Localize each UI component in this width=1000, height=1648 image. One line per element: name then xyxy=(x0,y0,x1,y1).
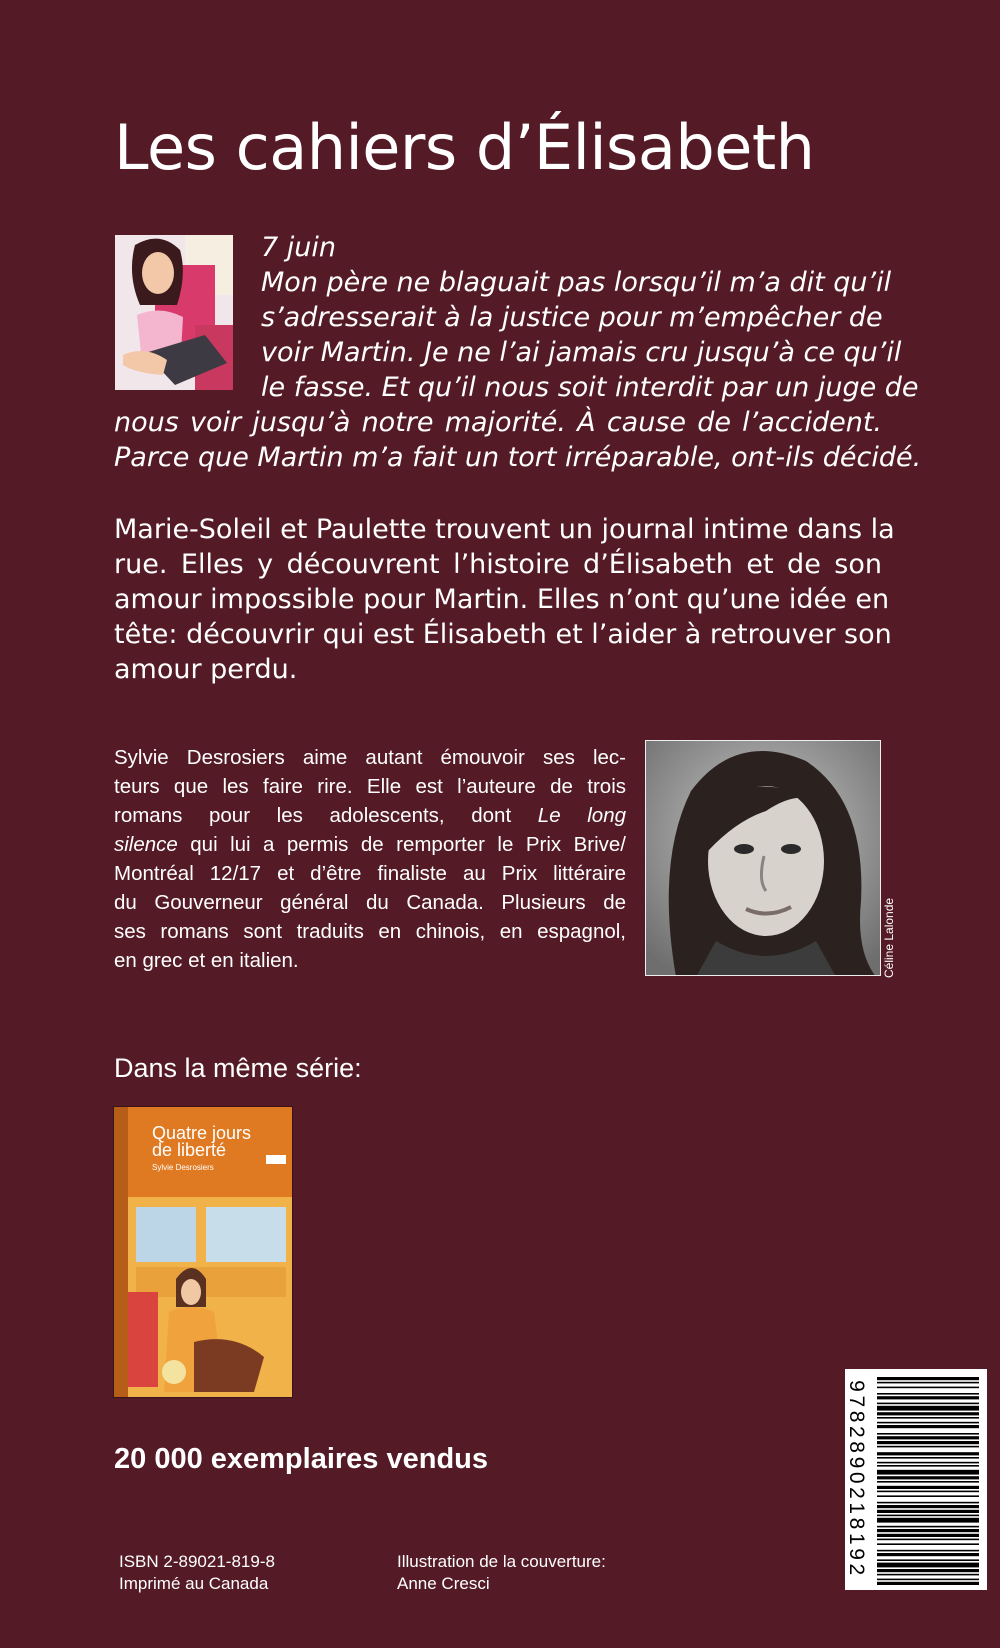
synopsis-line: Marie-Soleil et Paulette trouvent un journal intime dans la xyxy=(114,514,895,545)
book-title-italic: silence xyxy=(114,833,178,856)
author-bio-line: du Gouverneur général du Canada. Plusieurs de xyxy=(114,891,626,914)
barcode-bar xyxy=(877,1382,979,1384)
copies-sold: 20 000 exemplaires vendus xyxy=(114,1443,489,1475)
barcode-bar xyxy=(877,1491,979,1493)
author-bio-line xyxy=(114,801,626,830)
barcode-bar xyxy=(877,1579,979,1581)
barcode-bar xyxy=(877,1396,979,1399)
synopsis-line: tête: découvrir qui est Élisabeth et l’aider à retrouver son xyxy=(114,619,892,650)
excerpt-date: 7 juin xyxy=(261,232,336,263)
barcode-bar xyxy=(877,1518,979,1523)
series-book-cover xyxy=(114,1107,292,1397)
barcode-bar xyxy=(877,1393,979,1395)
excerpt-line: le fasse. Et qu’il nous soit interdit par un juge de xyxy=(261,372,919,403)
barcode-bar xyxy=(877,1526,979,1528)
barcode-bar xyxy=(877,1515,979,1517)
barcode-bar xyxy=(877,1569,979,1572)
excerpt-line: Mon père ne blaguait pas lorsqu’il m’a dit qu’il xyxy=(261,267,892,298)
book-title: Les cahiers d’Élisabeth xyxy=(114,111,815,184)
barcode-bar xyxy=(877,1377,979,1380)
barcode-bar xyxy=(877,1505,979,1508)
barcode-bar xyxy=(877,1425,979,1428)
isbn: ISBN 2-89021-819-8 xyxy=(119,1552,275,1571)
barcode-bar xyxy=(877,1559,979,1561)
author-bio-line: ses romans sont traduits en chinois, en espagnol, xyxy=(114,920,626,943)
excerpt-line: voir Martin. Je ne l’ai jamais cru jusqu’à ce qu’il xyxy=(261,337,902,368)
excerpt-line: nous voir jusqu’à notre majorité. À cause de l’accident. xyxy=(114,407,882,438)
barcode-bar xyxy=(877,1553,979,1556)
barcode-bar xyxy=(877,1529,979,1532)
barcode-bar xyxy=(877,1550,979,1552)
barcode-bar xyxy=(877,1486,979,1489)
series-book-title: Quatre jours de liberté xyxy=(152,1123,252,1160)
barcode-bar xyxy=(877,1495,979,1497)
barcode-bar xyxy=(877,1481,979,1483)
barcode-bar xyxy=(877,1539,979,1541)
barcode-bar xyxy=(877,1436,979,1439)
barcode-bar xyxy=(877,1403,979,1405)
photo-credit: Céline Lalonde xyxy=(882,897,896,978)
barcode-bar xyxy=(877,1563,979,1568)
synopsis-line: amour impossible pour Martin. Elles n’ont qu’une idée en xyxy=(114,584,890,615)
barcode-bar xyxy=(877,1465,979,1467)
excerpt-line: Parce que Martin m’a fait un tort irréparable, ont-ils décidé. xyxy=(114,442,922,473)
illustration-credit: Anne Cresci xyxy=(397,1574,490,1593)
barcode-bar xyxy=(877,1406,979,1411)
barcode-bar xyxy=(877,1412,979,1415)
barcode-bar xyxy=(877,1510,979,1513)
barcode-bar xyxy=(877,1462,979,1464)
barcode-bar xyxy=(877,1476,979,1479)
barcode-bar xyxy=(877,1582,979,1585)
barcode-bar xyxy=(877,1441,979,1444)
printed-in: Imprimé au Canada xyxy=(119,1574,269,1593)
series-book-author: Sylvie Desrosiers xyxy=(152,1163,214,1172)
barcode-bar xyxy=(877,1433,979,1435)
barcode-bar xyxy=(877,1534,979,1537)
excerpt-line: s’adresserait à la justice pour m’empêcher de xyxy=(261,302,883,333)
author-portrait xyxy=(646,741,881,976)
barcode-bars xyxy=(873,1369,983,1590)
barcode-bar xyxy=(877,1502,979,1504)
barcode-bar xyxy=(877,1452,979,1455)
barcode-bar xyxy=(877,1574,979,1576)
series-heading: Dans la même série: xyxy=(114,1053,362,1083)
author-photo xyxy=(645,740,881,976)
barcode-bar xyxy=(877,1470,979,1475)
cover-illustration-girl xyxy=(115,235,233,390)
barcode-bar xyxy=(877,1446,979,1448)
bio-text: romans pour les adolescents, dont xyxy=(114,804,538,827)
barcode-digits: 9782890218192 xyxy=(845,1380,868,1579)
barcode-bar xyxy=(877,1422,979,1424)
author-bio-line: Montréal 12/17 et d’être finaliste au Prix littéraire xyxy=(114,862,626,885)
author-bio-line: teurs que les faire rire. Elle est l’auteure de trois xyxy=(114,775,626,798)
synopsis-line: rue. Elles y découvrent l’histoire d’Élisabeth et de son xyxy=(114,549,882,580)
bio-text: qui lui a permis de remporter le Prix Brive/ xyxy=(177,833,626,856)
author-bio-line: Sylvie Desrosiers aime autant émouvoir ses lec- xyxy=(114,746,626,769)
barcode-bar xyxy=(877,1543,979,1545)
girl-drawing xyxy=(115,235,233,390)
synopsis-line: amour perdu. xyxy=(114,654,298,685)
barcode-bar xyxy=(877,1457,979,1459)
barcode-bar xyxy=(877,1417,979,1419)
barcode xyxy=(845,1369,987,1590)
author-bio-line: en grec et en italien. xyxy=(114,949,299,972)
author-bio-line xyxy=(114,830,626,859)
book-title-italic: Le long xyxy=(537,804,626,827)
illustration-label: Illustration de la couverture: xyxy=(397,1552,606,1571)
barcode-bar xyxy=(877,1387,979,1389)
